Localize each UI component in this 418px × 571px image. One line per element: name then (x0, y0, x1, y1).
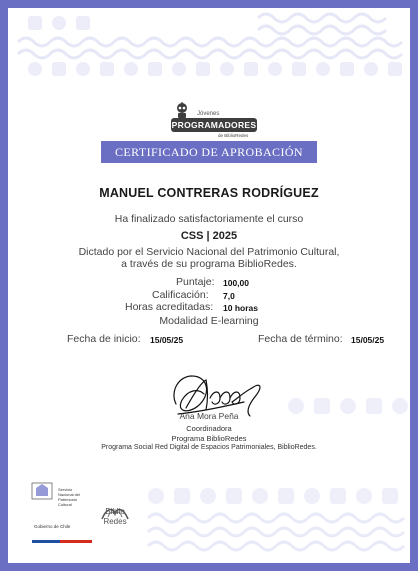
gov-line-2: Nacional del (58, 492, 81, 497)
signer-organization: Programa Social Red Digital de Espacios Patrimoniales, BiblioRedes. (101, 444, 317, 451)
end-date-label: Fecha de término: (258, 333, 343, 345)
end-date-value: 15/05/25 (351, 335, 385, 345)
start-date-label: Fecha de inicio: (67, 333, 141, 345)
course-name: CSS | 2025 (180, 230, 238, 242)
grade-label: Calificación: (152, 289, 209, 301)
robot-mascot-icon (174, 102, 190, 118)
start-date-value: 15/05/25 (150, 335, 184, 345)
grade-value: 7,0 (223, 291, 235, 301)
hours-value: 10 horas (223, 303, 258, 313)
dictated-text-1: Dictado por el Servicio Nacional del Patrimonio Cultural, (78, 246, 340, 258)
gov-line-3: Patrimonio (58, 497, 78, 502)
signer-role: Coordinadora (186, 424, 232, 433)
recipient-name: MANUEL CONTRERAS RODRÍGUEZ (99, 186, 319, 200)
signer-program: Programa BiblioRedes (171, 434, 247, 443)
signer-name: Ana Mora Peña (179, 411, 239, 421)
finished-text: Ha finalizado satisfactoriamente el curso (114, 213, 304, 225)
score-label: Puntaje: (176, 276, 215, 288)
gov-line-4: Cultural (58, 502, 72, 507)
gov-lines (58, 487, 80, 507)
biblio-text-1: Biblio (105, 507, 125, 516)
logo-wordmark: PROGRAMADORES (171, 120, 257, 130)
biblio-text-2: Redes (103, 517, 127, 526)
hours-label: Horas acreditadas: (125, 301, 214, 313)
certificate-title-banner: CERTIFICADO DE APROBACIÓN (101, 141, 317, 163)
dictated-text-2: a través de su programa BiblioRedes. (121, 258, 297, 270)
decorative-pattern-top (8, 8, 410, 88)
gov-bottom-text: Gobierno de Chile (34, 524, 71, 529)
gov-line-1: Servicio (58, 487, 73, 492)
certificate-page (8, 8, 410, 563)
logo-subtitle: de BiblioRedes (218, 133, 249, 138)
modality-text: Modalidad E-learning (159, 315, 259, 327)
score-value: 100,00 (223, 278, 249, 288)
logo-tagline: Jóvenes (197, 111, 220, 117)
